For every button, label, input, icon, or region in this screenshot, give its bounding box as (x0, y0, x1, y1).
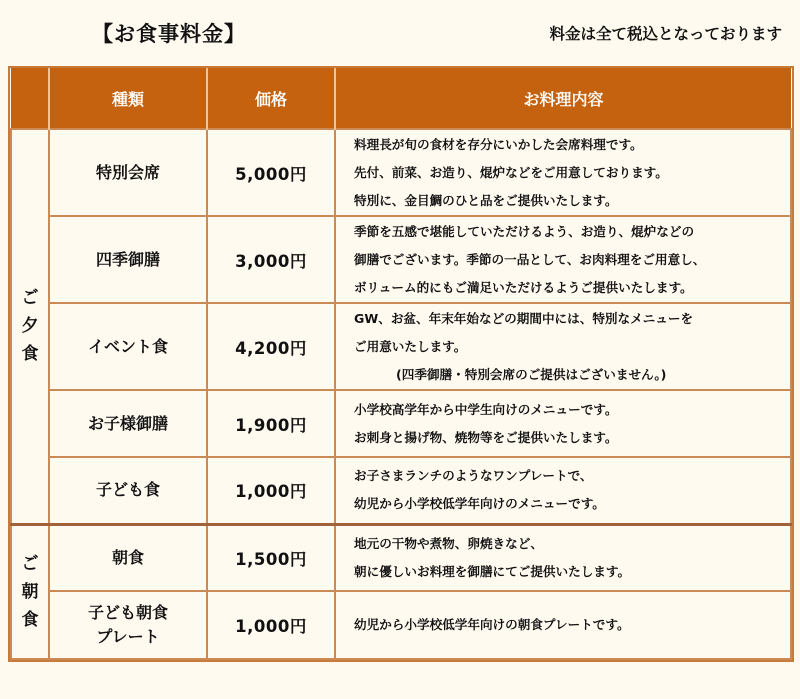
table-header-row (11, 68, 791, 129)
table-row (11, 390, 791, 457)
meal-description: 小学校高学年から中学生向けのメニューです。 お刺身と揚げ物、焼物等をご提供いたします。 (335, 390, 791, 457)
table-row (11, 591, 791, 659)
header-type: 種類 (49, 68, 207, 129)
meal-type: 子ども朝食 プレート (49, 591, 207, 659)
meal-type: 朝食 (49, 524, 207, 591)
table-row (11, 457, 791, 524)
meal-type: 子ども食 (49, 457, 207, 524)
header-contents: お料理内容 (335, 68, 791, 129)
meal-description: お子さまランチのようなワンプレートで、 幼児から小学校低学年向けのメニューです。 (335, 457, 791, 524)
table-row (11, 129, 791, 216)
table-row (11, 524, 791, 591)
meal-description: 幼児から小学校低学年向けの朝食プレートです。 (335, 591, 791, 659)
meal-price: 4,200円 (207, 303, 335, 390)
header-price: 価格 (207, 68, 335, 129)
meal-price: 3,000円 (207, 216, 335, 303)
header-blank (11, 68, 49, 129)
page-title: 【お食事料金】 (92, 22, 246, 46)
meal-price-table (10, 68, 792, 660)
meal-type: 四季御膳 (49, 216, 207, 303)
meal-description: 季節を五感で堪能していただけるよう、お造り、焜炉などの 御膳でございます。季節の一品として、お肉料理をご用意し、 ボリューム的にもご満足いただけるようご提供いたします。 (335, 216, 791, 303)
meal-price: 5,000円 (207, 129, 335, 216)
meal-description: 地元の干物や煮物、卵焼きなど、 朝に優しいお料理を御膳にてご提供いたします。 (335, 524, 791, 591)
meal-price: 1,000円 (207, 591, 335, 659)
meal-price: 1,500円 (207, 524, 335, 591)
meal-price: 1,900円 (207, 390, 335, 457)
section-dinner: ご 夕 食 (11, 129, 49, 524)
table-row (11, 303, 791, 390)
table-row (11, 216, 791, 303)
meal-price: 1,000円 (207, 457, 335, 524)
meal-type: お子様御膳 (49, 390, 207, 457)
tax-note: 料金は全て税込となっております (549, 25, 782, 43)
meal-description: 料理長が旬の食材を存分にいかした会席料理です。 先付、前菜、お造り、焜炉などをご用意しております。 特別に、金目鯛のひと品をご提供いたします。 (335, 129, 791, 216)
meal-type: 特別会席 (49, 129, 207, 216)
meal-type: イベント食 (49, 303, 207, 390)
section-breakfast: ご 朝 食 (11, 524, 49, 659)
meal-description: GW、お盆、年末年始などの期間中には、特別なメニューを ご用意いたします。 (四季御膳・特別会席のご提供はございません。) (335, 303, 791, 390)
